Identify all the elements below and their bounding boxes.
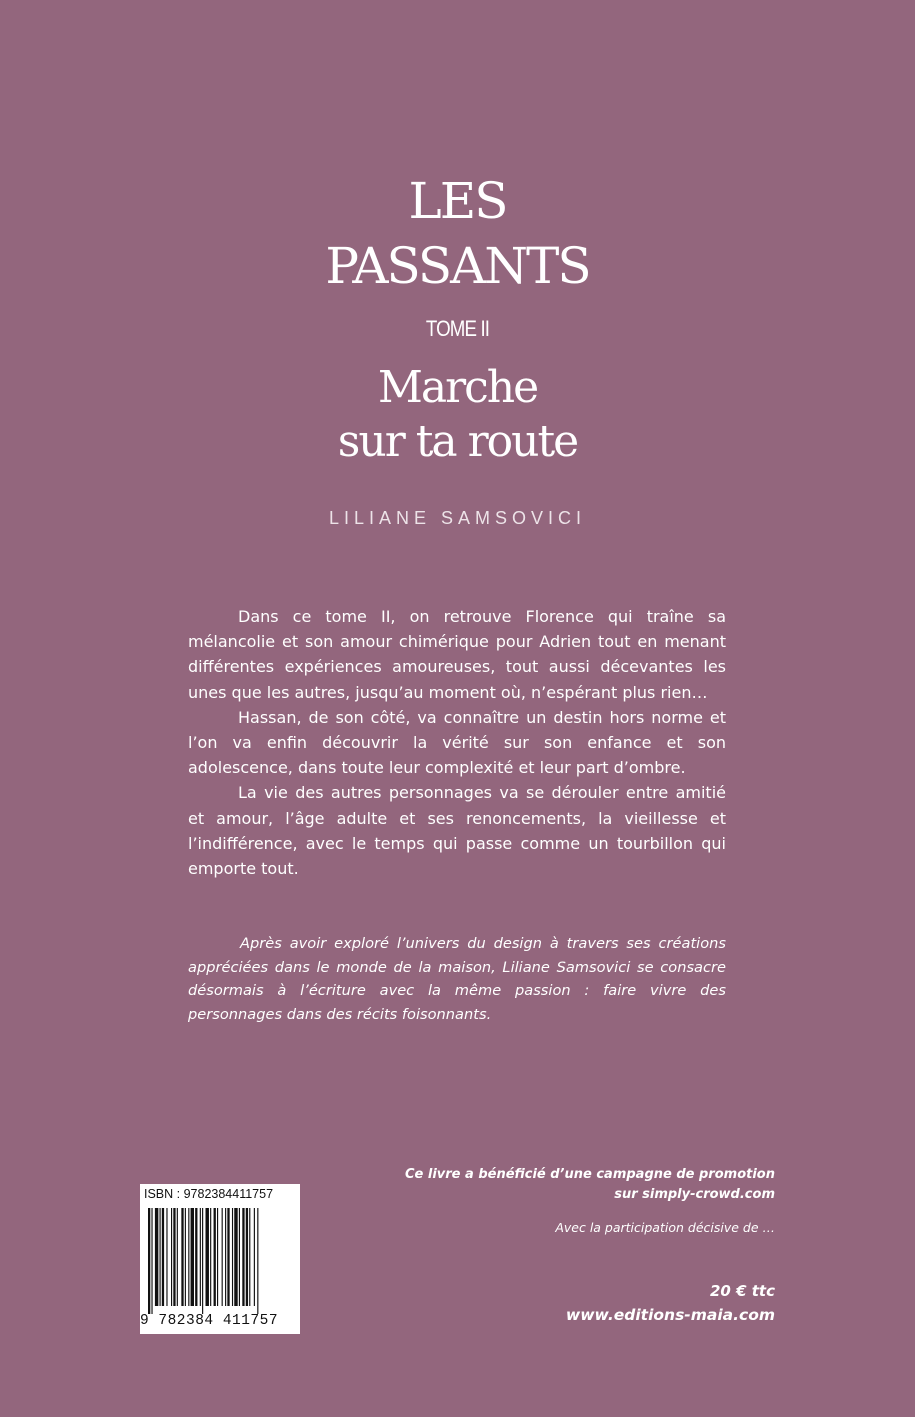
book-title-line2: PASSANTS [325, 237, 590, 295]
tome-label: TOME II [425, 316, 490, 341]
book-title-line1: LES [408, 172, 507, 230]
isbn-label: ISBN : 9782384411757 [144, 1187, 274, 1201]
author-bio [188, 932, 726, 1026]
author-name: LILIANE SAMSOVICI [328, 508, 587, 528]
subtitle-line2: sur ta route [337, 416, 578, 467]
synopsis-paragraph: Hassan, de son côté, va connaître un destin hors norme et l’on va enfin découvrir la vérité sur son enfance et son adolescence, dans toute leur complexité et leur part d’ombre. [188, 707, 726, 778]
promo-line2: sur simply-crowd.com [614, 1187, 775, 1202]
publisher-website[interactable]: www.editions-maia.com [565, 1306, 775, 1324]
subtitle-line1: Marche [377, 362, 538, 413]
isbn-barcode [140, 1184, 300, 1334]
synopsis [188, 604, 726, 881]
promo-line1: Ce livre a bénéficié d’une campagne de promotion [405, 1167, 775, 1182]
synopsis-paragraph: Dans ce tome II, on retrouve Florence qui traîne sa mélancolie et son amour chimérique pour Adrien tout en menant différentes expériences amoureuses, tout aussi décevantes les unes que les autres, jusqu’au moment où, n’espérant plus rien… [188, 607, 726, 702]
author-bio-text: Après avoir exploré l’univers du design à travers ses créations appréciées dans le monde de la maison, Liliane Samsovici se consacre désormais à l’écriture avec la même passion : faire vivre des personnages dans des récits foisonnants. [188, 935, 726, 1023]
price: 20 € ttc [710, 1282, 775, 1300]
partner-note: Avec la participation décisive de … [555, 1220, 775, 1235]
barcode-icon [148, 1208, 294, 1314]
synopsis-paragraph: La vie des autres personnages va se dérouler entre amitié et amour, l’âge adulte et ses renoncements, la vieillesse et l’indifférence, avec le temps qui passe comme un tourbillon qui emporte tout. [188, 783, 726, 879]
isbn-digits: 9 782384 411757 [140, 1313, 279, 1329]
